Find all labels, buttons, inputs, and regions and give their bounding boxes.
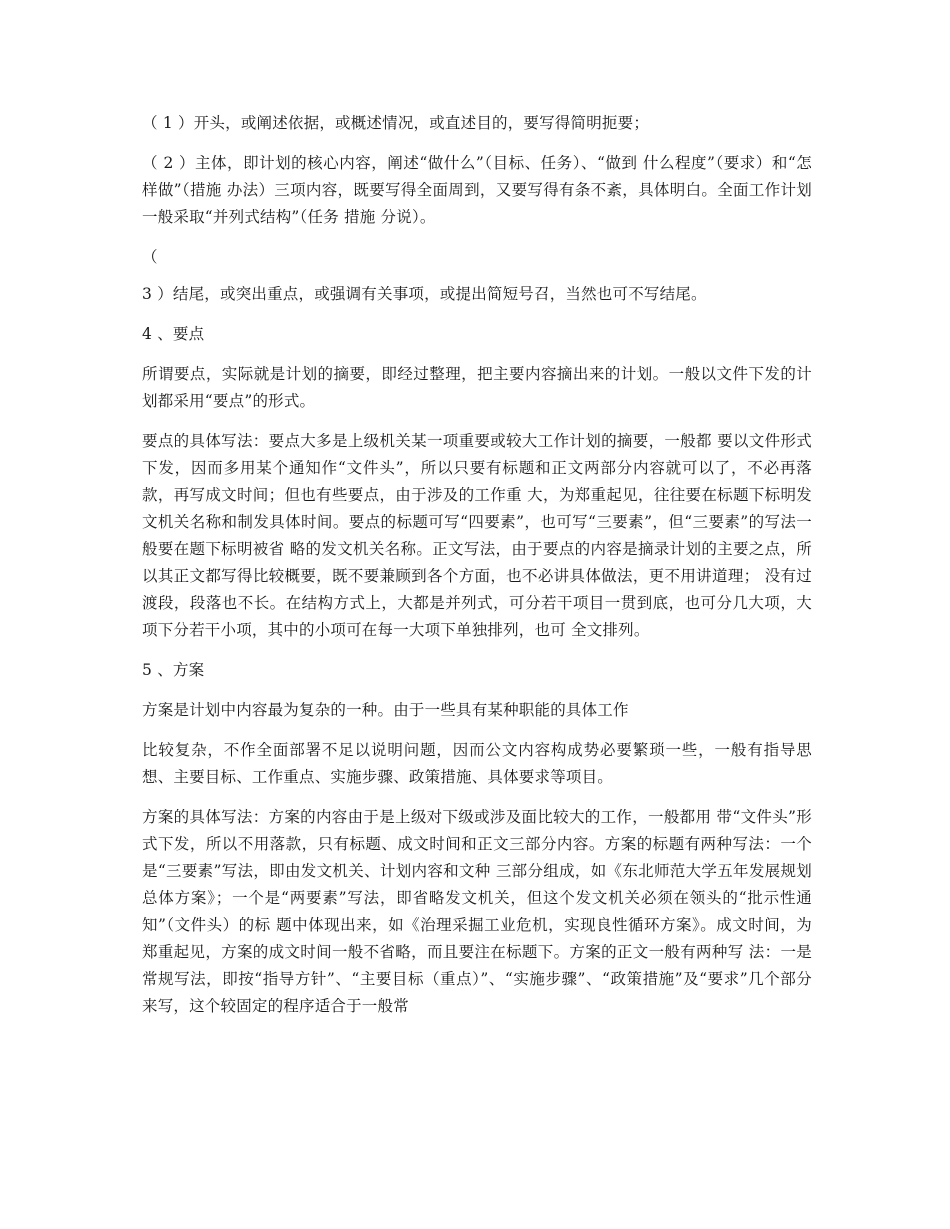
paragraph-bracket: （ bbox=[142, 248, 158, 266]
paragraph-plan-definition: 方案是计划中内容最为复杂的一种。由于一些具有某种职能的具体工作 bbox=[142, 701, 629, 719]
paragraph-ending: 3 ）结尾，或突出重点，或强调有关事项，或提出简短号召，当然也可不写结尾。 bbox=[142, 285, 707, 303]
document-body bbox=[142, 110, 812, 1033]
paragraph-plan-complexity: 比较复杂，不作全面部署不足以说明问题，因而公文内容构成势必要繁琐一些，一般有指导思想、主要目标、工作重点、实施步骤、政策措施、具体要求等项目。 bbox=[142, 741, 812, 786]
paragraph-key-points-definition: 所谓要点，实际就是计划的摘要，即经过整理，把主要内容摘出来的计划。一般以文件下发的计划都采用“要点”的形式。 bbox=[142, 365, 812, 410]
section-heading-key-points: 4 、要点 bbox=[142, 325, 205, 343]
paragraph-main-body: （ 2 ）主体，即计划的核心内容，阐述“做什么”（目标、任务）、“做到 什么程度”（要求）和“怎样做”（措施 办法）三项内容，既要写得全面周到，又要写得有条不紊，具体明白。全面工作计划一般采取“并列式结构”（任务 措施 分说）。 bbox=[142, 154, 812, 226]
paragraph-key-points-writing: 要点的具体写法：要点大多是上级机关某一项重要或较大工作计划的摘要，一般都 要以文件形式下发，因而多用某个通知作“文件头”，所以只要有标题和正文两部分内容就可以了，不必再落款，再写成文时间；但也有些要点，由于涉及的工作重 大，为郑重起见，往往要在标题下标明发文机关名称和制发具体时间。要点的标题可写“四要素”，也可写“三要素”，但“三要素”的写法一般要在题下标明被省 略的发文机关名称。正文写法，由于要点的内容是摘录计划的主要之点，所以其正文都写得比较概要，既不要兼顾到各个方面，也不必讲具体做法，更不用讲道理； 没有过渡段，段落也不长。在结构方式上，大都是并列式，可分若干项目一贯到底，也可分几大项，大项下分若干小项，其中的小项可在每一大项下单独排列，也可 全文排列。 bbox=[142, 432, 812, 639]
section-heading-plan: 5 、方案 bbox=[142, 661, 205, 679]
paragraph-plan-writing: 方案的具体写法：方案的内容由于是上级对下级或涉及面比较大的工作，一般都用 带“文件头”形式下发，所以不用落款，只有标题、成文时间和正文三部分内容。方案的标题有两种写法：一个是“三要素”写法，即由发文机关、计划内容和文种 三部分组成，如《东北师范大学五年发展规划总体方案》；一个是“两要素”写法，即省略发文机关，但这个发文机关必须在领头的“批示性通知”（文件头）的标 题中体现出来，如《治理采掘工业危机，实现良性循环方案》。成文时间，为郑重起见，方案的成文时间一般不省略，而且要注在标题下。方案的正文一般有两种写 法：一是常规写法，即按“指导方针”、“主要目标（重点）”、“实施步骤”、“政策措施”及“要求”几个部分来写，这个较固定的程序适合于一般常 bbox=[142, 808, 812, 1015]
paragraph-opening: （ 1 ）开头，或阐述依据，或概述情况，或直述目的，要写得简明扼要； bbox=[142, 114, 650, 132]
